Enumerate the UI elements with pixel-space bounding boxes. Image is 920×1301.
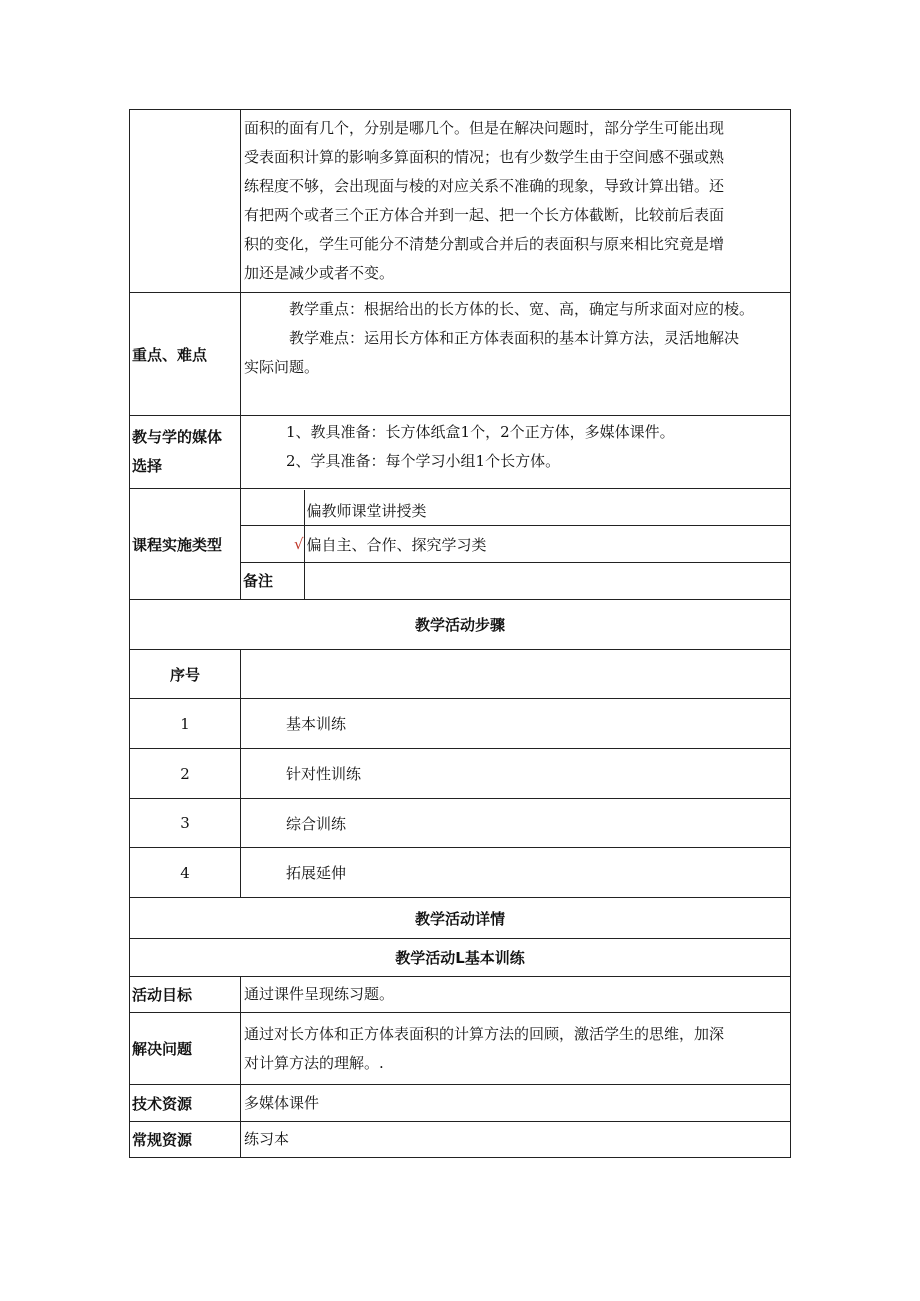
lesson-plan-table xyxy=(129,109,791,1158)
goal-value: 通过课件呈现练习题。 xyxy=(241,977,791,1013)
key-points-label: 重点、难点 xyxy=(130,293,241,416)
details-heading: 教学活动详情 xyxy=(130,898,791,939)
media-row xyxy=(130,416,791,489)
course-type-row xyxy=(130,489,791,600)
analysis-text xyxy=(241,110,791,293)
step-number: 2 xyxy=(130,749,241,799)
analysis-row xyxy=(130,110,791,293)
media-label-line1: 教与学的媒体 xyxy=(132,428,223,446)
option1-mark-cell xyxy=(241,490,304,526)
step-row xyxy=(130,799,791,848)
problem-label: 解决问题 xyxy=(130,1013,241,1085)
steps-header-row xyxy=(130,650,791,699)
student-materials: 2、学具准备：每个学习小组1个长方体。 xyxy=(286,452,561,470)
key-points-row xyxy=(130,293,791,416)
tech-value: 多媒体课件 xyxy=(241,1085,791,1122)
tech-row xyxy=(130,1085,791,1122)
option-teacher-lecture: 偏教师课堂讲授类 xyxy=(304,490,790,526)
empty-label-cell xyxy=(130,110,241,293)
step-name: 拓展延伸 xyxy=(241,848,791,898)
step-row xyxy=(130,848,791,898)
analysis-line: 练程度不够，会出现面与棱的对应关系不准确的现象，导致计算出错。还 xyxy=(244,177,725,195)
step-row xyxy=(130,749,791,799)
course-type-options xyxy=(241,489,791,600)
remark-label: 备注 xyxy=(241,563,304,599)
problem-value xyxy=(241,1013,791,1085)
teacher-materials: 1、教具准备：长方体纸盒1个，2个正方体，多媒体课件。 xyxy=(286,423,675,441)
step-row xyxy=(130,699,791,749)
problem-line: 通过对长方体和正方体表面积的计算方法的回顾，激活学生的思维，加深 xyxy=(244,1024,725,1043)
regular-value: 练习本 xyxy=(241,1122,791,1158)
step-number: 1 xyxy=(130,699,241,749)
media-content xyxy=(241,416,791,489)
teaching-difficulty-cont: 实际问题。 xyxy=(244,358,320,376)
activity-heading: 教学活动L基本训练 xyxy=(130,939,791,977)
analysis-line: 面积的面有几个，分别是哪几个。但是在解决问题时，部分学生可能出现 xyxy=(244,119,725,137)
lesson-plan-document xyxy=(129,109,790,1158)
steps-heading-row xyxy=(130,600,791,650)
course-type-inner-table xyxy=(241,490,790,599)
details-heading-row xyxy=(130,898,791,939)
goal-row xyxy=(130,977,791,1013)
regular-label: 常规资源 xyxy=(130,1122,241,1158)
goal-label: 活动目标 xyxy=(130,977,241,1013)
step-name: 综合训练 xyxy=(241,799,791,848)
steps-heading: 教学活动步骤 xyxy=(130,600,791,650)
course-type-label: 课程实施类型 xyxy=(130,489,241,600)
key-points-content xyxy=(241,293,791,416)
teaching-difficulty: 教学难点：运用长方体和正方体表面积的基本计算方法，灵活地解决 xyxy=(289,329,740,347)
remark-value xyxy=(304,563,790,599)
teaching-focus: 教学重点：根据给出的长方体的长、宽、高，确定与所求面对应的棱。 xyxy=(289,300,755,318)
step-name: 针对性训练 xyxy=(241,749,791,799)
step-number: 3 xyxy=(130,799,241,848)
analysis-line: 积的变化，学生可能分不清楚分割或合并后的表面积与原来相比究竟是增 xyxy=(244,235,725,253)
option-self-study: 偏自主、合作、探究学习类 xyxy=(304,526,790,563)
tech-label: 技术资源 xyxy=(130,1085,241,1122)
media-label xyxy=(130,416,241,489)
problem-row xyxy=(130,1013,791,1085)
seq-label: 序号 xyxy=(130,650,241,699)
activity-heading-row xyxy=(130,939,791,977)
step-name: 基本训练 xyxy=(241,699,791,749)
step-number: 4 xyxy=(130,848,241,898)
regular-row xyxy=(130,1122,791,1158)
analysis-line: 有把两个或者三个正方体合并到一起、把一个长方体截断，比较前后表面 xyxy=(244,206,725,224)
analysis-line: 加还是减少或者不变。 xyxy=(244,264,395,282)
media-label-line2: 选择 xyxy=(132,457,163,475)
steps-header-empty xyxy=(241,650,791,699)
analysis-line: 受表面积计算的影响多算面积的情况；也有少数学生由于空间感不强或熟 xyxy=(244,148,725,166)
check-mark-icon: √ xyxy=(241,526,304,563)
problem-line: 对计算方法的理解。. xyxy=(244,1053,384,1072)
